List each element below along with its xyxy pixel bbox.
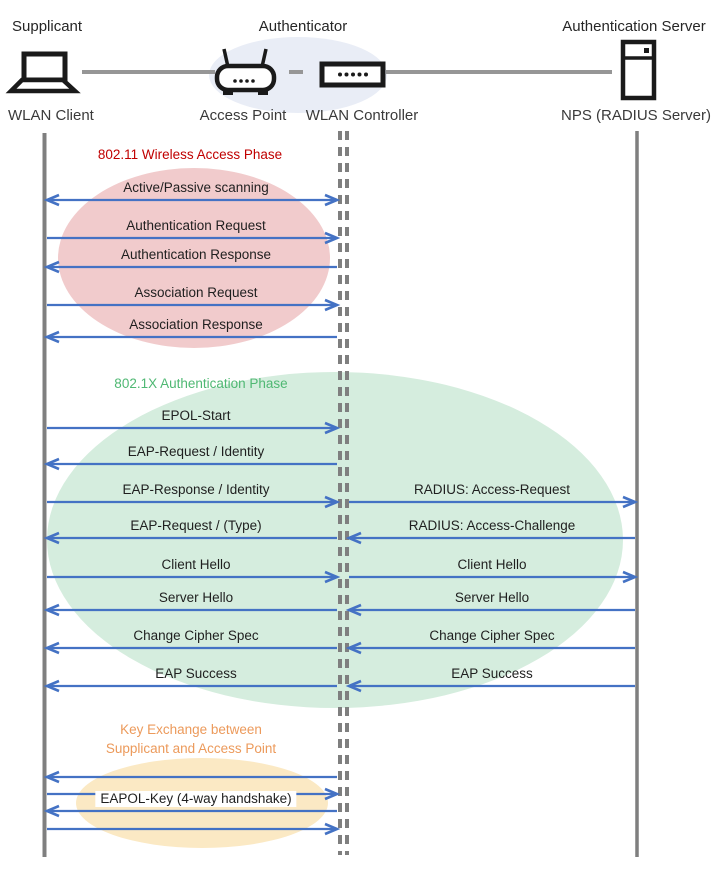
role-authentication-server: Authentication Server — [562, 18, 706, 35]
message-label: Server Hello — [158, 590, 234, 605]
message-label: EAP Success — [451, 666, 533, 681]
message-label: Change Cipher Spec — [429, 628, 555, 643]
message-label: EAPOL-Key (4-way handshake) — [95, 791, 296, 807]
phase-title-2: Supplicant and Access Point — [105, 741, 277, 756]
message-label: RADIUS: Access-Challenge — [408, 518, 576, 533]
phase-title-2: Key Exchange between — [120, 722, 262, 737]
phase-title-0: 802.11 Wireless Access Phase — [97, 147, 283, 162]
message-label: Active/Passive scanning — [123, 180, 269, 195]
message-label: EAP-Request / (Type) — [130, 518, 262, 533]
message-label: RADIUS: Access-Request — [413, 482, 571, 497]
message-label: EAP-Response / Identity — [122, 482, 270, 497]
message-label: Association Response — [129, 317, 263, 332]
node-label-wlan-controller: WLAN Controller — [305, 107, 419, 124]
message-label: EAP-Request / Identity — [127, 444, 265, 459]
message-label: Server Hello — [454, 590, 530, 605]
phase-title-1: 802.1X Authentication Phase — [114, 376, 288, 391]
message-label: EPOL-Start — [161, 408, 231, 423]
message-label: Authentication Request — [126, 218, 266, 233]
message-label: Client Hello — [161, 557, 231, 572]
node-label-wlan-client: WLAN Client — [8, 107, 94, 124]
node-label-nps-server: NPS (RADIUS Server) — [560, 107, 712, 124]
message-label: Change Cipher Spec — [133, 628, 259, 643]
message-label: EAP Success — [155, 666, 237, 681]
message-label: Authentication Response — [120, 247, 272, 262]
role-supplicant: Supplicant — [12, 18, 83, 35]
message-label: Client Hello — [457, 557, 527, 572]
node-label-access-point: Access Point — [199, 107, 287, 124]
message-label: Association Request — [134, 285, 258, 300]
role-authenticator: Authenticator — [258, 18, 348, 35]
